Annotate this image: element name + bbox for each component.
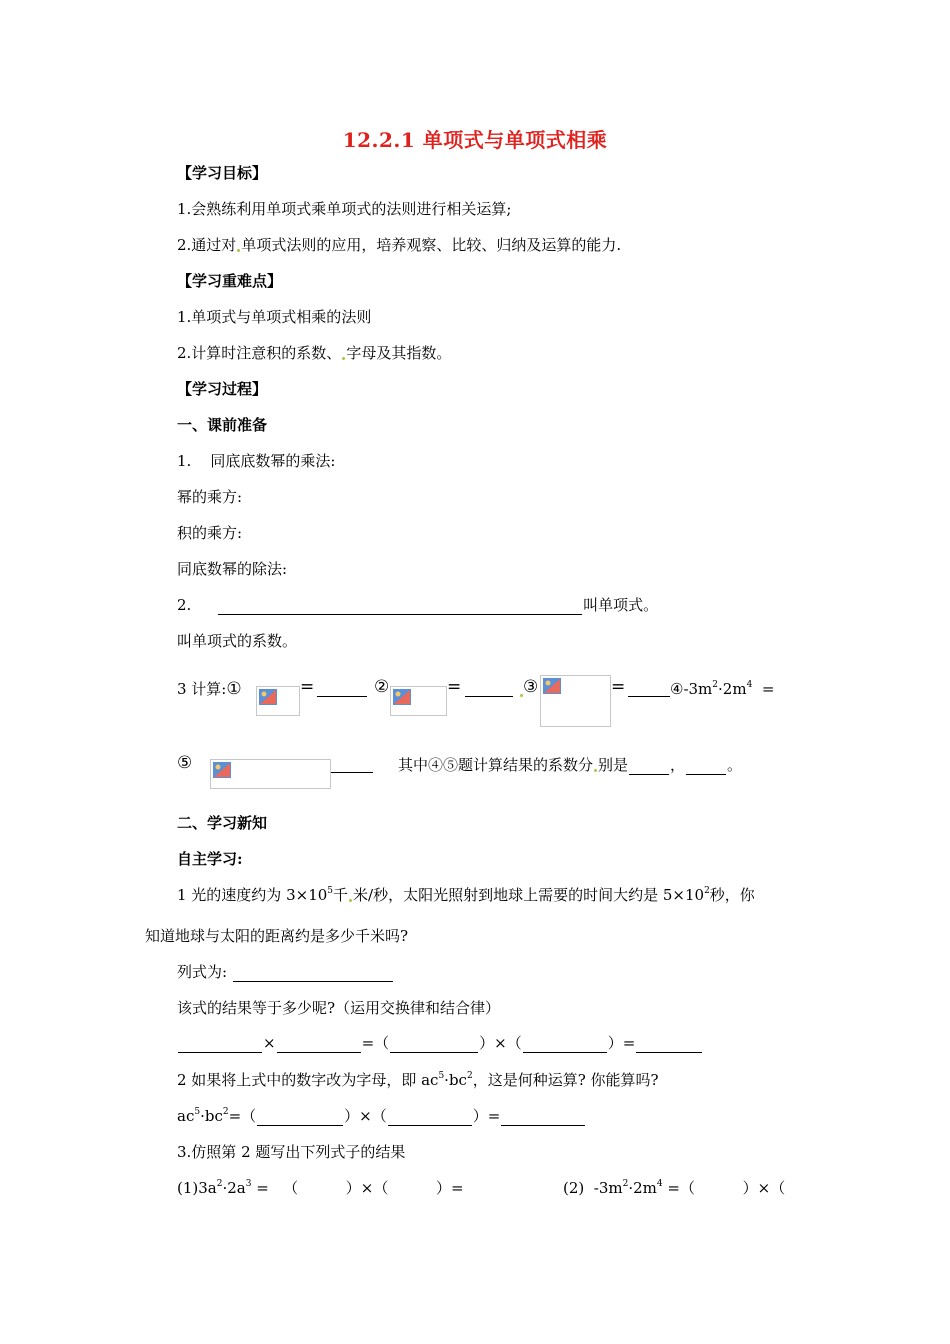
p1-b: 千 [333, 886, 349, 904]
problem-2 [177, 1070, 659, 1090]
marker-dot [349, 899, 352, 902]
exponent: 2 [222, 1107, 229, 1117]
expr-4-mid: ·2m [718, 680, 747, 698]
broken-image-icon [213, 762, 231, 778]
close-equals: ）= [472, 1107, 501, 1125]
question-3-label: 3 计算: [177, 680, 227, 698]
exponent: 2 [712, 680, 719, 690]
formula-image-2 [390, 686, 447, 716]
question-1b: 幂的乘方: [177, 488, 243, 506]
key-item-2 [177, 343, 451, 363]
question-2 [177, 595, 658, 615]
question-2-number: 2. [177, 596, 192, 614]
answer-blank[interactable] [629, 758, 669, 775]
times-sign: × [263, 1034, 276, 1052]
question-1d: 同底数幂的除法: [177, 560, 288, 578]
goals-heading: 【学习目标】 [177, 164, 268, 182]
p3-2-rest: =（ ）×（ [662, 1179, 786, 1197]
page-title: 12.2.1 单项式与单项式相乘 [342, 128, 608, 152]
q5-text-end: 别是 [598, 756, 629, 774]
equals-sign: = [611, 677, 626, 697]
key-heading: 【学习重难点】 [177, 272, 283, 290]
exponent: 5 [194, 1107, 201, 1117]
question-2-tail: 叫单项式。 [583, 596, 659, 614]
p1-d: 秒，你 [709, 886, 755, 904]
q2b-a: ac [177, 1107, 195, 1125]
comma: ， [670, 756, 686, 774]
answer-blank[interactable] [686, 758, 726, 775]
exponent: 5 [438, 1071, 445, 1081]
period: 。 [727, 756, 743, 774]
marker-dot [342, 357, 345, 360]
goals-item-1: 1.会熟练利用单项式乘单项式的法则进行相关运算; [177, 200, 512, 218]
p1-c: 米/秒，太阳光照射到地球上需要的时间大约是 5×10 [353, 886, 705, 904]
close-equals: ）= [607, 1034, 636, 1052]
answer-blank[interactable] [317, 680, 367, 697]
key-item-1: 1.单项式与单项式相乘的法则 [177, 308, 372, 326]
p3-1-rest: = （ ）×（ ）= [251, 1179, 464, 1197]
problem-2-equation [177, 1106, 586, 1126]
answer-blank[interactable] [628, 680, 670, 697]
expr-4-start: ④-3m [670, 680, 713, 698]
marker-dot [594, 769, 597, 772]
broken-image-icon [259, 689, 277, 705]
circled-2: ② [374, 677, 390, 697]
q2-mid: ·bc [444, 1071, 467, 1089]
exponent: 3 [245, 1179, 252, 1189]
question-5-text [398, 755, 742, 775]
equation-line [177, 1033, 703, 1053]
problem-3-part-2 [563, 1178, 785, 1198]
result-question: 该式的结果等于多少呢?（运用交换律和结合律） [177, 999, 501, 1017]
key-item-2-end: 字母及其指数。 [346, 344, 452, 362]
equals-sign: = [300, 677, 315, 697]
formula-image-5 [210, 759, 331, 789]
question-1: 1. 同底底数幂的乘法: [177, 452, 336, 470]
exponent: 2 [622, 1179, 629, 1189]
answer-blank[interactable] [233, 965, 393, 982]
question-1c: 积的乘方: [177, 524, 243, 542]
exponent: 2 [704, 886, 710, 896]
process-heading: 【学习过程】 [177, 380, 268, 398]
exponent: 4 [746, 680, 753, 690]
p3-1-mid: ·2a [222, 1179, 246, 1197]
expr-4-equals: = [761, 680, 775, 698]
goals-item-2-end: 单项式法则的应用，培养观察、比较、归纳及运算的能力. [241, 236, 622, 254]
exponent: 2 [216, 1179, 223, 1189]
answer-blank[interactable] [501, 1109, 585, 1126]
formula-image-3 [540, 675, 611, 727]
equals-sign: = [447, 677, 462, 697]
exponent: 5 [327, 886, 334, 896]
p1-a: 1 光的速度约为 3×10 [177, 886, 328, 904]
goals-item-2-start: 2.通过对 [177, 236, 237, 254]
q2-a: 2 如果将上式中的数字改为字母，即 ac [177, 1071, 439, 1089]
p3-2-mid: ·2m [628, 1179, 657, 1197]
equals-open: =（ [228, 1107, 257, 1125]
circled-3: ③ [523, 677, 539, 697]
p3-1-a: (1)3a [177, 1179, 217, 1197]
answer-blank[interactable] [390, 1036, 478, 1053]
circled-5: ⑤ [177, 753, 193, 773]
exponent: 2 [466, 1071, 473, 1081]
q2-end: ，这是何种运算? 你能算吗? [472, 1071, 659, 1089]
section-1-heading: 一、课前准备 [177, 416, 268, 434]
section-2-heading: 二、学习新知 [177, 814, 268, 832]
answer-blank[interactable] [218, 598, 582, 615]
marker-dot [237, 249, 240, 252]
close-times-open: ）×（ [344, 1107, 387, 1125]
expression-4 [670, 679, 774, 699]
p3-2-a: (2) -3m [563, 1179, 623, 1197]
formula-image-1 [256, 686, 300, 716]
answer-blank[interactable] [465, 680, 513, 697]
problem-3-part-1 [177, 1178, 464, 1198]
formula-label: 列式为: [177, 963, 228, 981]
problem-1-line-2: 知道地球与太阳的距离约是多少千米吗? [145, 927, 409, 945]
broken-image-icon [393, 689, 411, 705]
answer-blank[interactable] [331, 756, 373, 773]
question-3 [177, 679, 242, 699]
q2b-mid: ·bc [200, 1107, 223, 1125]
answer-blank[interactable] [523, 1036, 607, 1053]
circled-1: ① [226, 679, 242, 699]
answer-blank[interactable] [636, 1036, 702, 1053]
answer-blank[interactable] [388, 1109, 472, 1126]
problem-3: 3.仿照第 2 题写出下列式子的结果 [177, 1143, 406, 1161]
equals-open: =（ [361, 1034, 390, 1052]
self-study-heading: 自主学习: [177, 850, 243, 868]
answer-blank[interactable] [277, 1036, 361, 1053]
formula-line [177, 962, 394, 982]
answer-blank[interactable] [178, 1036, 262, 1053]
goals-item-2 [177, 235, 621, 255]
key-item-2-start: 2.计算时注意积的系数、 [177, 344, 342, 362]
close-times-open: ）×（ [479, 1034, 522, 1052]
exponent: 4 [656, 1179, 663, 1189]
problem-1-line-1 [177, 885, 755, 905]
answer-blank[interactable] [257, 1109, 343, 1126]
broken-image-icon [543, 678, 561, 694]
question-2b: 叫单项式的系数。 [177, 632, 298, 650]
q5-text-start: 其中④⑤题计算结果的系数分 [398, 756, 594, 774]
